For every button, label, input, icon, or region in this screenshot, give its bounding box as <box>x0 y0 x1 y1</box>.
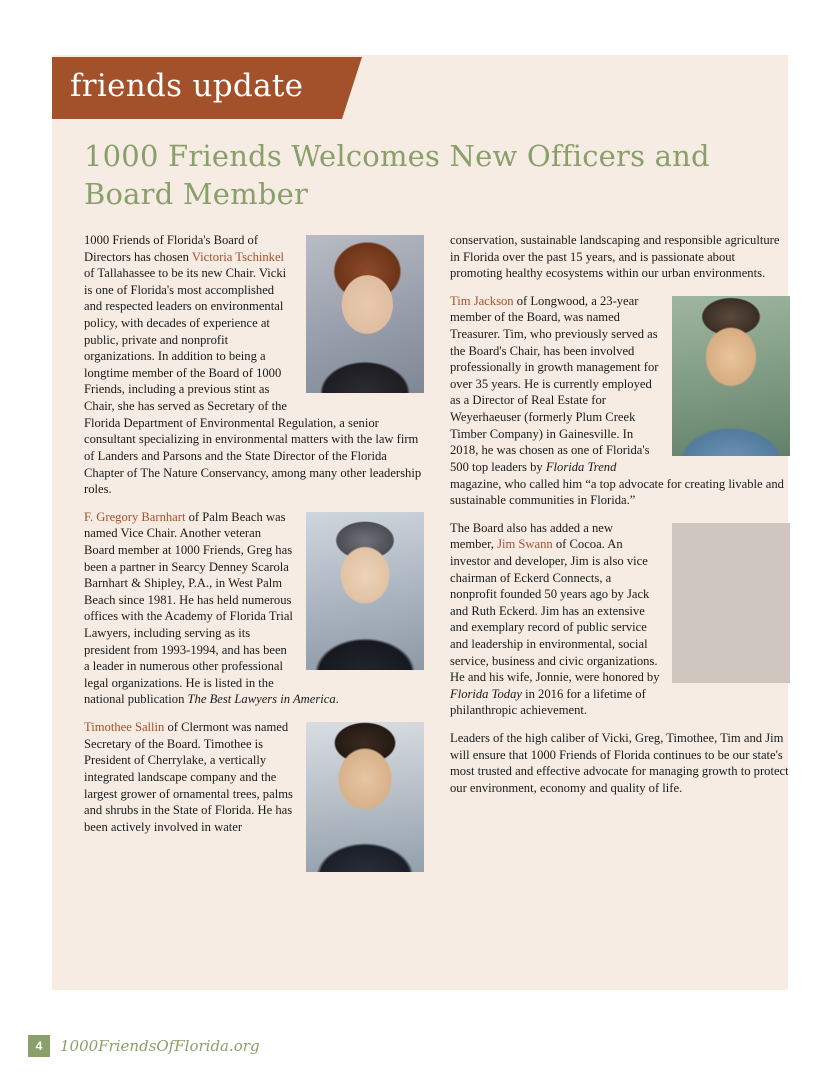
page-title: 1000 Friends Welcomes New Officers and Board Member <box>84 139 710 212</box>
portrait-tim-jackson <box>672 296 790 456</box>
text-run: . <box>335 692 339 707</box>
text-run: of Cocoa. An investor and developer, Jim is also vice chairman of Eckerd Connects, a nonprofit founded 50 years ago by Jack and Ruth Eckerd. Jim has an extensive and exemplary record of public service and leadership in environmental, social service, business and civic organizations. He and his wife, Jonnie, were honored by <box>450 537 660 685</box>
text-run: in 2016 for a lifetime of philanthropic achievement. <box>450 686 646 718</box>
person-name-victoria: Victoria Tschinkel <box>191 249 285 264</box>
footer-website-url[interactable]: 1000FriendsOfFlorida.org <box>60 1037 260 1055</box>
person-name-gregory: F. Gregory Barnhart <box>84 509 186 524</box>
portrait-jim-swann <box>672 523 790 683</box>
publication-title-florida-today: Florida Today <box>450 686 522 701</box>
portrait-timothee-sallin <box>306 722 424 872</box>
left-column <box>84 232 424 878</box>
text-run: magazine, who called him “a top advocate for creating livable and sustainable communities in Florida.” <box>450 476 784 508</box>
text-run: The Board also has added a new member, <box>450 520 613 552</box>
text-run: of Longwood, a 23-year member of the Board, was named Treasurer. Tim, who previously served as the Board's Chair, has been involved professionally in growth management for over 35 years. He is currently employed as a Director of Real Estate for Weyerhaeuser (formerly Plum Creek Timber Company) in Gainesville. In 2018, he was chosen as one of Florida's 500 top leaders by <box>450 293 659 474</box>
text-run: of Tallahassee to be its new Chair. Vicki is one of Florida's most accomplished and respected leaders on environmental policy, with decades of experience at public, private and nonprofit organizations. In addition to being a longtime member of the Board of 1000 Friends, including a previous stint as Chair, she has served as Secretary of the Florida Department of Environmental Regulation, a senior consultant specializing in environmental matters with the law firm of Landers and Parsons and the State Director of the Florida Chapter of The Nature Conservancy, among many other leadership roles. <box>84 266 422 497</box>
tab-corner-shape <box>342 57 362 119</box>
portrait-victoria-tschinkel <box>306 235 424 393</box>
text-run: 1000 Friends of Florida's Board of Directors has chosen <box>84 233 259 264</box>
person-name-jim: Jim Swann <box>497 537 553 552</box>
person-name-tim: Tim Jackson <box>450 293 514 308</box>
page-number-badge: 4 <box>28 1035 50 1057</box>
person-name-timothee: Timothee Sallin <box>84 720 165 735</box>
text-run: of Palm Beach was named Vice Chair. Another veteran Board member at 1000 Friends, Greg has been a partner in Searcy Denney Scarola Barnhart & Shipley, P.A., in West Palm Beach since 1981. He has held numerous offices with the Academy of Florida Trial Lawyers, including serving as its president from 1993-1994, and has been a leader in numerous other professional legal organizations. He is listed in the national publication <box>84 509 293 707</box>
paragraph-closing: Leaders of the high caliber of Vicki, Greg, Timothee, Tim and Jim will ensure that 1000 Friends of Florida continues to be our state's most trusted and effective advocate for managing growth to protect our environment, economy and quality of life. <box>450 731 789 795</box>
publication-title-florida-trend: Florida Trend <box>545 459 617 474</box>
section-header-label: friends update <box>70 68 304 104</box>
paragraph-continuation: conservation, sustainable landscaping and responsible agriculture in Florida over the past 15 years, and is passionate about promoting healthy ecosystems within our urban environments. <box>450 233 780 281</box>
section-header-tab <box>52 57 342 119</box>
page-footer <box>28 1035 808 1059</box>
portrait-gregory-barnhart <box>306 512 424 670</box>
publication-title-best-lawyers: The Best Lawyers in America <box>187 692 336 707</box>
right-column <box>450 232 790 808</box>
text-run: of Clermont was named Secretary of the Board. Timothee is President of Cherrylake, a vertically integrated landscape company and the largest grower of ornamental trees, palms and shrubs in the State of Florida. He has been actively involved in water <box>84 720 293 834</box>
